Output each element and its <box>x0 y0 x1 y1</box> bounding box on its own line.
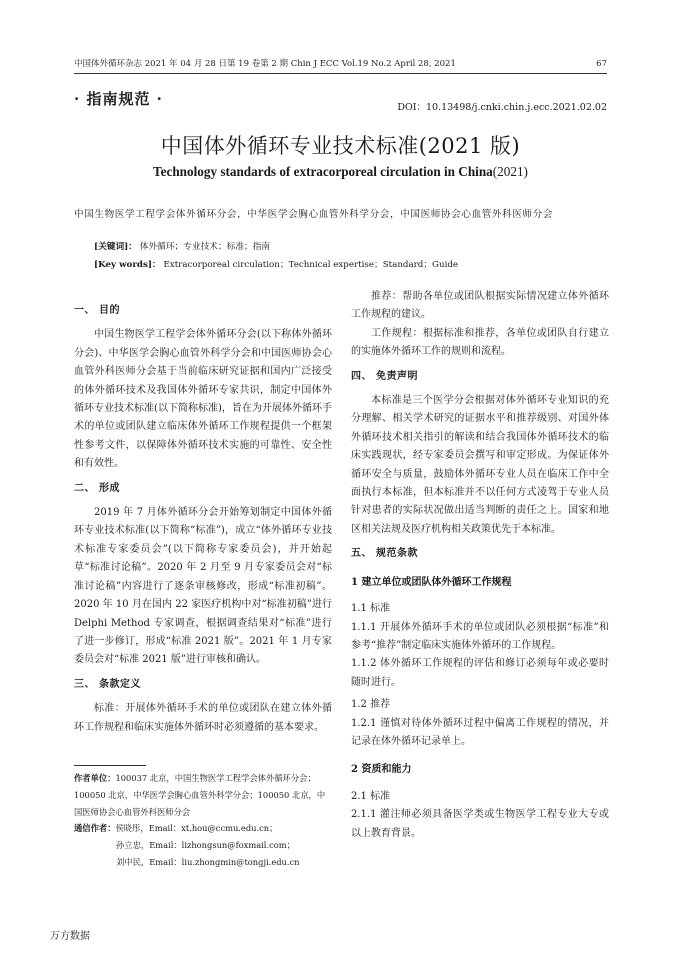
clause-2-1-1: 2.1.1 灌注师必须具备医学类或生物医学工程专业大专或以上教育背景。 <box>351 809 609 839</box>
author-units-text: 100037 北京，中国生物医学工程学会体外循环分会；100050 北京，中华医学会胸心血管外科学分会；100050 北京，中国医师协会心血管外科医师分会 <box>74 773 326 817</box>
keywords-english-label: [Key words]： <box>94 260 161 270</box>
keywords-chinese-text: 体外循环；专业技术；标准；指南 <box>139 242 271 252</box>
running-header <box>74 56 607 72</box>
keywords-chinese-label: [关键词]： <box>94 242 137 252</box>
right-column <box>351 288 609 843</box>
title-english <box>0 164 681 180</box>
paragraph-disclaimer: 本标准是三个医学分会根据对体外循环专业知识的充分理解、相关学术研究的证据水平和推荐级别、对国外体外循环技术相关指引的解读和结合我国体外循环技术的临床实践现状，经专家委员会撰写和审定形成。为保证体外循环安全与质量，鼓励体外循环专业人员在临床工作中全面执行本标准，但本标准并不以任何方式凌驾于专业人员针对患者的实际状况做出适当判断的责任之上。国家和地区相关法规及医疗机构相关政策优先于本标准。 <box>351 395 609 535</box>
author-units <box>74 770 332 820</box>
title-chinese: 中国体外循环专业技术标准(2021 版) <box>160 134 521 158</box>
page-number: 67 <box>596 59 607 69</box>
header-rule <box>74 73 607 74</box>
corresponding-author-3[interactable]: 刘中民，Email：liu.zhongmin@tongji.edu.cn <box>116 856 300 867</box>
clause-1-2-1: 1.2.1 谨慎对待体外循环过程中偏离工作规程的情况，并记录在体外循环记录单上。 <box>351 717 609 747</box>
title-english-main: Technology standards of extracorporeal circulation in China <box>153 164 493 179</box>
heading-disclaimer: 四、 免责声明 <box>351 370 418 382</box>
footnotes <box>74 770 332 871</box>
corresponding-authors <box>74 820 332 837</box>
subheading-1-1: 1.1 标准 <box>351 603 391 615</box>
subheading-2-1: 2.1 标准 <box>351 790 391 802</box>
watermark: 万方数据 <box>50 931 90 942</box>
doi[interactable]: DOI：10.13498/j.cnki.chin.j.ecc.2021.02.02 <box>397 102 607 113</box>
keywords-english <box>94 258 607 270</box>
paragraph-purpose: 中国生物医学工程学会体外循环分会(以下称体外循环分会)、中华医学会胸心血管外科学分会和中国医师协会心血管外科医师分会基于当前临床研究证据和国内广泛接受的体外循环技术及我国体外循环专家共识，制定中国体外循环专业技术标准(以下简称标准)，旨在为开展体外循环手术的单位或团队建立临床体外循环工作规程提供一个框架性参考文件，以保障体外循环技术实施的可靠性、安全性和有效性。 <box>74 329 332 470</box>
footnote-rule <box>74 765 146 766</box>
paragraph-formation: 2019 年 7 月体外循环分会开始筹划制定中国体外循环专业技术标准(以下简称“标准”)，成立“体外循环专业技术标准专家委员会”(以下简称专家委员会)，并开始起草“标准讨论稿”。2020 年 2 月至 9 月专家委员会对“标准讨论稿”内容进行了逐条审核修改，形成“标准初稿”。2020 年 10 月在国内 22 家医疗机构中对“标准初稿”进行 Delphi Method 专家调查，根据调查结果对“标准”进行了进一步修订，形成“标准 2021 版”。2021 年 1 月专家委员会对“标准 2021 版”进行审核和确认。 <box>74 507 332 666</box>
subheading-2: 2 资质和能力 <box>351 764 412 776</box>
authors: 中国生物医学工程学会体外循环分会，中华医学会胸心血管外科学分会，中国医师协会心血管外科医师分会 <box>74 209 554 220</box>
paragraph-definitions: 标准：开展体外循环手术的单位或团队在建立体外循环工作规程和临床实施体外循环时必须遵循的基本要求。 <box>74 703 332 733</box>
subheading-1-2: 1.2 推荐 <box>351 699 391 711</box>
journal-info: 中国体外循环杂志 2021 年 04 月 28 日第 19 卷第 2 期 Chin J ECC Vol.19 No.2 April 28, 2021 <box>74 59 456 69</box>
section-label: · 指南规范 · <box>74 90 163 108</box>
left-column <box>74 296 332 737</box>
keywords-english-text: Extracorporeal circulation；Technical expertise；Standard；Guide <box>163 260 459 270</box>
heading-definitions: 三、 条款定义 <box>74 678 141 690</box>
author-units-label: 作者单位： <box>74 773 116 783</box>
title-english-year: (2021) <box>492 164 528 179</box>
clause-1-1-1: 1.1.1 开展体外循环手术的单位或团队必须根据“标准”和参考“推荐”制定临床实施体外循环的工作规程。 <box>351 621 609 651</box>
corresponding-label: 通信作者： <box>74 823 116 834</box>
heading-formation: 二、 形成 <box>74 482 120 494</box>
paragraph-recommendation: 推荐：帮助各单位或团队根据实际情况建立体外循环工作规程的建议。 <box>351 291 609 321</box>
corresponding-author-2[interactable]: 孙立忠，Email：lizhongsun@foxmail.com； <box>116 840 295 851</box>
corresponding-author-1[interactable]: 侯晓彤，Email：xt.hou@ccmu.edu.cn； <box>115 823 278 834</box>
heading-clauses: 五、 规范条款 <box>351 548 418 560</box>
subheading-1: 1 建立单位或团队体外循环工作规程 <box>351 576 512 588</box>
heading-purpose: 一、 目的 <box>74 305 120 316</box>
paragraph-work-procedure: 工作规程：根据标准和推荐，各单位或团队自行建立的实施体外循环工作的规则和流程。 <box>351 327 609 358</box>
keywords-chinese <box>94 240 607 252</box>
clause-1-1-2: 1.1.2 体外循环工作规程的评估和修订必须每年或必要时随时进行。 <box>351 658 609 688</box>
